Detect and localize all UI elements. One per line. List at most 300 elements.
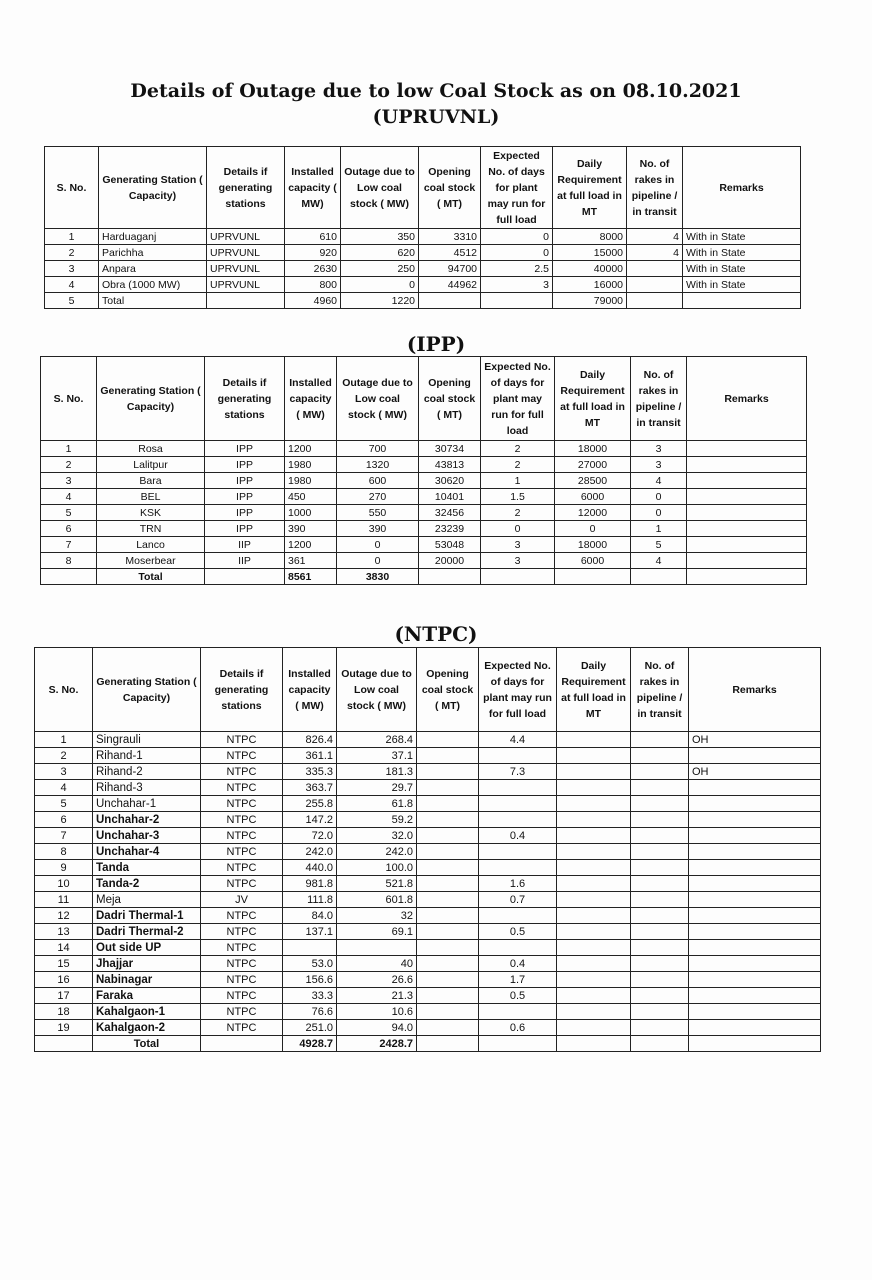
cell-opening: 43813 bbox=[419, 457, 481, 473]
header-rakes: No. of rakes in pipeline / in transit bbox=[627, 147, 683, 229]
cell-remarks bbox=[687, 489, 807, 505]
cell-installed: 450 bbox=[285, 489, 337, 505]
cell-daily bbox=[557, 796, 631, 812]
cell-outage: 242.0 bbox=[337, 844, 417, 860]
cell-station: Dadri Thermal-1 bbox=[93, 908, 201, 924]
cell-details: IPP bbox=[205, 521, 285, 537]
cell-rakes: 4 bbox=[631, 473, 687, 489]
cell-station: KSK bbox=[97, 505, 205, 521]
cell-daily bbox=[557, 956, 631, 972]
cell-daily bbox=[557, 1020, 631, 1036]
table-row bbox=[35, 860, 821, 876]
table-row bbox=[41, 537, 807, 553]
cell-daily: 8000 bbox=[553, 229, 627, 245]
table-row bbox=[35, 1020, 821, 1036]
cell-rakes: 0 bbox=[631, 489, 687, 505]
cell-sno: 1 bbox=[41, 441, 97, 457]
cell-opening bbox=[417, 908, 479, 924]
table-row bbox=[35, 892, 821, 908]
cell-details: NTPC bbox=[201, 1004, 283, 1020]
cell-daily bbox=[557, 812, 631, 828]
cell-daily: 12000 bbox=[555, 505, 631, 521]
cell-opening bbox=[417, 940, 479, 956]
cell-installed: 4960 bbox=[285, 293, 341, 309]
cell-remarks bbox=[689, 924, 821, 940]
header-days: Expected No. of days for plant may run for full load bbox=[481, 357, 555, 441]
cell-days: 1.6 bbox=[479, 876, 557, 892]
cell-rakes bbox=[627, 293, 683, 309]
cell-empty bbox=[481, 569, 555, 585]
cell-rakes bbox=[631, 908, 689, 924]
cell-days: 2.5 bbox=[481, 261, 553, 277]
cell-rakes: 5 bbox=[631, 537, 687, 553]
cell-daily bbox=[557, 972, 631, 988]
cell-remarks bbox=[689, 812, 821, 828]
cell-outage: 270 bbox=[337, 489, 419, 505]
cell-outage: 100.0 bbox=[337, 860, 417, 876]
cell-installed: 2630 bbox=[285, 261, 341, 277]
cell-empty bbox=[557, 1036, 631, 1052]
cell-installed: 1980 bbox=[285, 457, 337, 473]
cell-details: NTPC bbox=[201, 860, 283, 876]
cell-remarks bbox=[687, 521, 807, 537]
header-outage: Outage due to Low coal stock ( MW) bbox=[337, 648, 417, 732]
cell-rakes bbox=[627, 261, 683, 277]
cell-sno: 14 bbox=[35, 940, 93, 956]
cell-station: BEL bbox=[97, 489, 205, 505]
cell-empty bbox=[479, 1036, 557, 1052]
cell-opening bbox=[417, 764, 479, 780]
cell-outage: 69.1 bbox=[337, 924, 417, 940]
cell-opening bbox=[417, 844, 479, 860]
cell-station: Rihand-2 bbox=[93, 764, 201, 780]
cell-opening: 3310 bbox=[419, 229, 481, 245]
cell-sno: 17 bbox=[35, 988, 93, 1004]
cell-sno: 2 bbox=[35, 748, 93, 764]
cell-details: UPRVUNL bbox=[207, 229, 285, 245]
cell-empty bbox=[205, 569, 285, 585]
cell-days bbox=[481, 293, 553, 309]
cell-remarks bbox=[689, 1004, 821, 1020]
cell-sno: 7 bbox=[35, 828, 93, 844]
cell-station: Rihand-3 bbox=[93, 780, 201, 796]
cell-rakes bbox=[631, 748, 689, 764]
cell-remarks bbox=[687, 457, 807, 473]
cell-opening bbox=[417, 876, 479, 892]
cell-installed: 84.0 bbox=[283, 908, 337, 924]
header-daily: Daily Requirement at full load in MT bbox=[555, 357, 631, 441]
cell-details: IPP bbox=[205, 441, 285, 457]
cell-remarks bbox=[689, 972, 821, 988]
cell-outage: 620 bbox=[341, 245, 419, 261]
cell-sno: 1 bbox=[45, 229, 99, 245]
table-row bbox=[41, 521, 807, 537]
cell-outage: 37.1 bbox=[337, 748, 417, 764]
cell-sno: 6 bbox=[35, 812, 93, 828]
cell-station: Nabinagar bbox=[93, 972, 201, 988]
cell-days bbox=[479, 812, 557, 828]
cell-details: NTPC bbox=[201, 940, 283, 956]
cell-opening bbox=[417, 860, 479, 876]
cell-rakes: 3 bbox=[631, 441, 687, 457]
cell-daily: 6000 bbox=[555, 489, 631, 505]
cell-remarks bbox=[689, 1020, 821, 1036]
cell-details bbox=[207, 293, 285, 309]
cell-remarks: With in State bbox=[683, 229, 801, 245]
cell-sno: 8 bbox=[35, 844, 93, 860]
cell-opening bbox=[417, 812, 479, 828]
cell-sno: 12 bbox=[35, 908, 93, 924]
cell-sno: 2 bbox=[45, 245, 99, 261]
cell-sno: 5 bbox=[35, 796, 93, 812]
cell-station: Unchahar-1 bbox=[93, 796, 201, 812]
cell-sno: 15 bbox=[35, 956, 93, 972]
header-daily: Daily Requirement at full load in MT bbox=[553, 147, 627, 229]
cell-details: IPP bbox=[205, 489, 285, 505]
cell-opening: 53048 bbox=[419, 537, 481, 553]
cell-station: Tanda-2 bbox=[93, 876, 201, 892]
cell-days: 2 bbox=[481, 505, 555, 521]
cell-station: Faraka bbox=[93, 988, 201, 1004]
cell-details: IPP bbox=[205, 505, 285, 521]
cell-installed: 137.1 bbox=[283, 924, 337, 940]
table-row bbox=[35, 812, 821, 828]
cell-days bbox=[479, 940, 557, 956]
table-row bbox=[45, 229, 801, 245]
cell-details: NTPC bbox=[201, 956, 283, 972]
cell-details: UPRVUNL bbox=[207, 245, 285, 261]
cell-opening bbox=[417, 748, 479, 764]
table-row bbox=[35, 844, 821, 860]
table-row bbox=[35, 876, 821, 892]
cell-installed: 920 bbox=[285, 245, 341, 261]
cell-days bbox=[479, 748, 557, 764]
cell-daily bbox=[557, 988, 631, 1004]
cell-daily bbox=[557, 908, 631, 924]
cell-rakes bbox=[631, 1020, 689, 1036]
cell-remarks: With in State bbox=[683, 261, 801, 277]
cell-days: 1 bbox=[481, 473, 555, 489]
cell-details: IIP bbox=[205, 537, 285, 553]
cell-opening bbox=[419, 293, 481, 309]
cell-opening bbox=[417, 972, 479, 988]
cell-days: 3 bbox=[481, 537, 555, 553]
cell-outage: 32.0 bbox=[337, 828, 417, 844]
cell-installed: 242.0 bbox=[283, 844, 337, 860]
cell-daily bbox=[557, 732, 631, 748]
cell-days: 7.3 bbox=[479, 764, 557, 780]
cell-sno: 8 bbox=[41, 553, 97, 569]
cell-details: UPRVUNL bbox=[207, 261, 285, 277]
cell-opening: 10401 bbox=[419, 489, 481, 505]
table-row bbox=[35, 780, 821, 796]
cell-sno: 5 bbox=[45, 293, 99, 309]
header-opening: Opening coal stock ( MT) bbox=[417, 648, 479, 732]
cell-installed: 826.4 bbox=[283, 732, 337, 748]
cell-station: Obra (1000 MW) bbox=[99, 277, 207, 293]
cell-opening bbox=[417, 892, 479, 908]
cell-details: NTPC bbox=[201, 748, 283, 764]
cell-installed: 390 bbox=[285, 521, 337, 537]
table-row bbox=[35, 828, 821, 844]
header-rakes: No. of rakes in pipeline / in transit bbox=[631, 648, 689, 732]
cell-rakes bbox=[631, 956, 689, 972]
cell-installed: 76.6 bbox=[283, 1004, 337, 1020]
cell-installed: 335.3 bbox=[283, 764, 337, 780]
cell-daily: 27000 bbox=[555, 457, 631, 473]
cell-outage: 0 bbox=[337, 553, 419, 569]
page-title: Details of Outage due to low Coal Stock as on 08.10.2021 bbox=[130, 80, 742, 102]
cell-outage: 61.8 bbox=[337, 796, 417, 812]
cell-installed: 1980 bbox=[285, 473, 337, 489]
cell-days: 2 bbox=[481, 441, 555, 457]
cell-daily bbox=[557, 940, 631, 956]
cell-outage: 59.2 bbox=[337, 812, 417, 828]
cell-details: NTPC bbox=[201, 972, 283, 988]
cell-remarks bbox=[689, 988, 821, 1004]
cell-daily bbox=[557, 844, 631, 860]
cell-sno: 11 bbox=[35, 892, 93, 908]
cell-empty bbox=[201, 1036, 283, 1052]
cell-daily: 18000 bbox=[555, 537, 631, 553]
ntpc-table bbox=[34, 647, 821, 1052]
cell-rakes bbox=[631, 732, 689, 748]
cell-days bbox=[479, 908, 557, 924]
total-outage: 3830 bbox=[337, 569, 419, 585]
cell-opening: 30734 bbox=[419, 441, 481, 457]
cell-outage: 550 bbox=[337, 505, 419, 521]
total-outage: 2428.7 bbox=[337, 1036, 417, 1052]
cell-sno: 4 bbox=[41, 489, 97, 505]
cell-rakes bbox=[631, 764, 689, 780]
cell-remarks bbox=[689, 748, 821, 764]
cell-remarks bbox=[687, 537, 807, 553]
cell-station: Rosa bbox=[97, 441, 205, 457]
cell-remarks bbox=[689, 876, 821, 892]
cell-days: 1.7 bbox=[479, 972, 557, 988]
cell-installed: 800 bbox=[285, 277, 341, 293]
cell-outage: 94.0 bbox=[337, 1020, 417, 1036]
cell-rakes bbox=[631, 844, 689, 860]
header-details: Details if generating stations bbox=[201, 648, 283, 732]
cell-installed: 33.3 bbox=[283, 988, 337, 1004]
cell-installed: 1000 bbox=[285, 505, 337, 521]
cell-station: Bara bbox=[97, 473, 205, 489]
cell-sno: 19 bbox=[35, 1020, 93, 1036]
cell-installed bbox=[283, 940, 337, 956]
cell-sno: 3 bbox=[35, 764, 93, 780]
cell-details: IIP bbox=[205, 553, 285, 569]
cell-outage: 390 bbox=[337, 521, 419, 537]
cell-days: 0.5 bbox=[479, 924, 557, 940]
section-heading-ntpc: (NTPC) bbox=[394, 622, 478, 646]
cell-days: 3 bbox=[481, 277, 553, 293]
table-row bbox=[41, 489, 807, 505]
cell-installed: 147.2 bbox=[283, 812, 337, 828]
header-station: Generating Station ( Capacity) bbox=[97, 357, 205, 441]
cell-sno: 4 bbox=[35, 780, 93, 796]
cell-outage: 601.8 bbox=[337, 892, 417, 908]
cell-rakes: 4 bbox=[631, 553, 687, 569]
cell-details: NTPC bbox=[201, 924, 283, 940]
cell-empty bbox=[631, 569, 687, 585]
cell-days: 4.4 bbox=[479, 732, 557, 748]
header-days: Expected No. of days for plant may run for full load bbox=[479, 648, 557, 732]
cell-rakes bbox=[631, 940, 689, 956]
cell-rakes bbox=[631, 828, 689, 844]
cell-details: NTPC bbox=[201, 988, 283, 1004]
cell-remarks bbox=[689, 828, 821, 844]
cell-station: Meja bbox=[93, 892, 201, 908]
cell-outage: 10.6 bbox=[337, 1004, 417, 1020]
cell-rakes bbox=[631, 988, 689, 1004]
cell-outage: 21.3 bbox=[337, 988, 417, 1004]
cell-days: 1.5 bbox=[481, 489, 555, 505]
cell-station: Moserbear bbox=[97, 553, 205, 569]
total-installed: 8561 bbox=[285, 569, 337, 585]
cell-sno: 3 bbox=[45, 261, 99, 277]
cell-outage: 29.7 bbox=[337, 780, 417, 796]
cell-opening: 20000 bbox=[419, 553, 481, 569]
cell-details: NTPC bbox=[201, 732, 283, 748]
header-sno: S. No. bbox=[45, 147, 99, 229]
cell-installed: 440.0 bbox=[283, 860, 337, 876]
cell-outage: 700 bbox=[337, 441, 419, 457]
cell-remarks bbox=[687, 553, 807, 569]
total-label: Total bbox=[97, 569, 205, 585]
cell-outage: 521.8 bbox=[337, 876, 417, 892]
cell-installed: 363.7 bbox=[283, 780, 337, 796]
cell-outage: 181.3 bbox=[337, 764, 417, 780]
cell-details: IPP bbox=[205, 457, 285, 473]
cell-remarks bbox=[687, 473, 807, 489]
cell-details: JV bbox=[201, 892, 283, 908]
cell-rakes bbox=[631, 892, 689, 908]
cell-days: 0 bbox=[481, 229, 553, 245]
cell-daily: 40000 bbox=[553, 261, 627, 277]
cell-station: Unchahar-3 bbox=[93, 828, 201, 844]
cell-opening bbox=[417, 780, 479, 796]
cell-outage bbox=[337, 940, 417, 956]
cell-outage: 268.4 bbox=[337, 732, 417, 748]
cell-details: NTPC bbox=[201, 1020, 283, 1036]
cell-station: Lanco bbox=[97, 537, 205, 553]
cell-opening bbox=[417, 924, 479, 940]
cell-outage: 0 bbox=[337, 537, 419, 553]
cell-installed: 610 bbox=[285, 229, 341, 245]
table-row bbox=[41, 553, 807, 569]
cell-station: Unchahar-4 bbox=[93, 844, 201, 860]
cell-sno: 1 bbox=[35, 732, 93, 748]
cell-rakes: 3 bbox=[631, 457, 687, 473]
table-row bbox=[35, 924, 821, 940]
cell-installed: 981.8 bbox=[283, 876, 337, 892]
cell-opening bbox=[417, 1020, 479, 1036]
cell-days bbox=[479, 780, 557, 796]
table-row bbox=[35, 940, 821, 956]
cell-daily bbox=[557, 924, 631, 940]
cell-days bbox=[479, 860, 557, 876]
cell-sno: 5 bbox=[41, 505, 97, 521]
cell-empty bbox=[41, 569, 97, 585]
upruvnl-table bbox=[44, 146, 801, 309]
cell-rakes: 0 bbox=[631, 505, 687, 521]
cell-empty bbox=[689, 1036, 821, 1052]
cell-station: Out side UP bbox=[93, 940, 201, 956]
cell-daily: 6000 bbox=[555, 553, 631, 569]
cell-empty bbox=[687, 569, 807, 585]
cell-outage: 250 bbox=[341, 261, 419, 277]
cell-rakes bbox=[631, 812, 689, 828]
header-sno: S. No. bbox=[41, 357, 97, 441]
cell-station: Harduaganj bbox=[99, 229, 207, 245]
table-row bbox=[41, 473, 807, 489]
cell-details: NTPC bbox=[201, 812, 283, 828]
cell-remarks bbox=[689, 956, 821, 972]
cell-opening: 44962 bbox=[419, 277, 481, 293]
header-remarks: Remarks bbox=[687, 357, 807, 441]
cell-daily: 18000 bbox=[555, 441, 631, 457]
header-details: Details if generating stations bbox=[205, 357, 285, 441]
table-row bbox=[35, 988, 821, 1004]
cell-sno: 16 bbox=[35, 972, 93, 988]
cell-installed: 361 bbox=[285, 553, 337, 569]
cell-station: Rihand-1 bbox=[93, 748, 201, 764]
cell-sno: 18 bbox=[35, 1004, 93, 1020]
cell-installed: 1200 bbox=[285, 537, 337, 553]
cell-sno: 13 bbox=[35, 924, 93, 940]
cell-station: Jhajjar bbox=[93, 956, 201, 972]
cell-sno: 4 bbox=[45, 277, 99, 293]
cell-sno: 6 bbox=[41, 521, 97, 537]
total-row bbox=[35, 1036, 821, 1052]
cell-opening bbox=[417, 732, 479, 748]
cell-remarks: With in State bbox=[683, 245, 801, 261]
cell-outage: 40 bbox=[337, 956, 417, 972]
cell-remarks bbox=[689, 940, 821, 956]
header-station: Generating Station ( Capacity) bbox=[99, 147, 207, 229]
cell-outage: 32 bbox=[337, 908, 417, 924]
cell-rakes bbox=[627, 277, 683, 293]
cell-installed: 72.0 bbox=[283, 828, 337, 844]
header-sno: S. No. bbox=[35, 648, 93, 732]
cell-installed: 251.0 bbox=[283, 1020, 337, 1036]
cell-remarks bbox=[689, 908, 821, 924]
cell-empty bbox=[555, 569, 631, 585]
cell-opening bbox=[417, 956, 479, 972]
cell-days bbox=[479, 796, 557, 812]
table-row bbox=[35, 764, 821, 780]
header-remarks: Remarks bbox=[689, 648, 821, 732]
table-row bbox=[41, 441, 807, 457]
cell-daily bbox=[557, 876, 631, 892]
cell-opening bbox=[417, 988, 479, 1004]
table-row bbox=[35, 796, 821, 812]
cell-daily: 28500 bbox=[555, 473, 631, 489]
cell-opening: 30620 bbox=[419, 473, 481, 489]
cell-remarks bbox=[687, 441, 807, 457]
cell-outage: 600 bbox=[337, 473, 419, 489]
table-row bbox=[45, 245, 801, 261]
table-row bbox=[35, 1004, 821, 1020]
cell-details: NTPC bbox=[201, 908, 283, 924]
cell-days: 0.4 bbox=[479, 956, 557, 972]
cell-remarks bbox=[689, 780, 821, 796]
cell-details: UPRVUNL bbox=[207, 277, 285, 293]
table-header-row bbox=[41, 357, 807, 441]
cell-remarks bbox=[683, 293, 801, 309]
cell-sno: 3 bbox=[41, 473, 97, 489]
